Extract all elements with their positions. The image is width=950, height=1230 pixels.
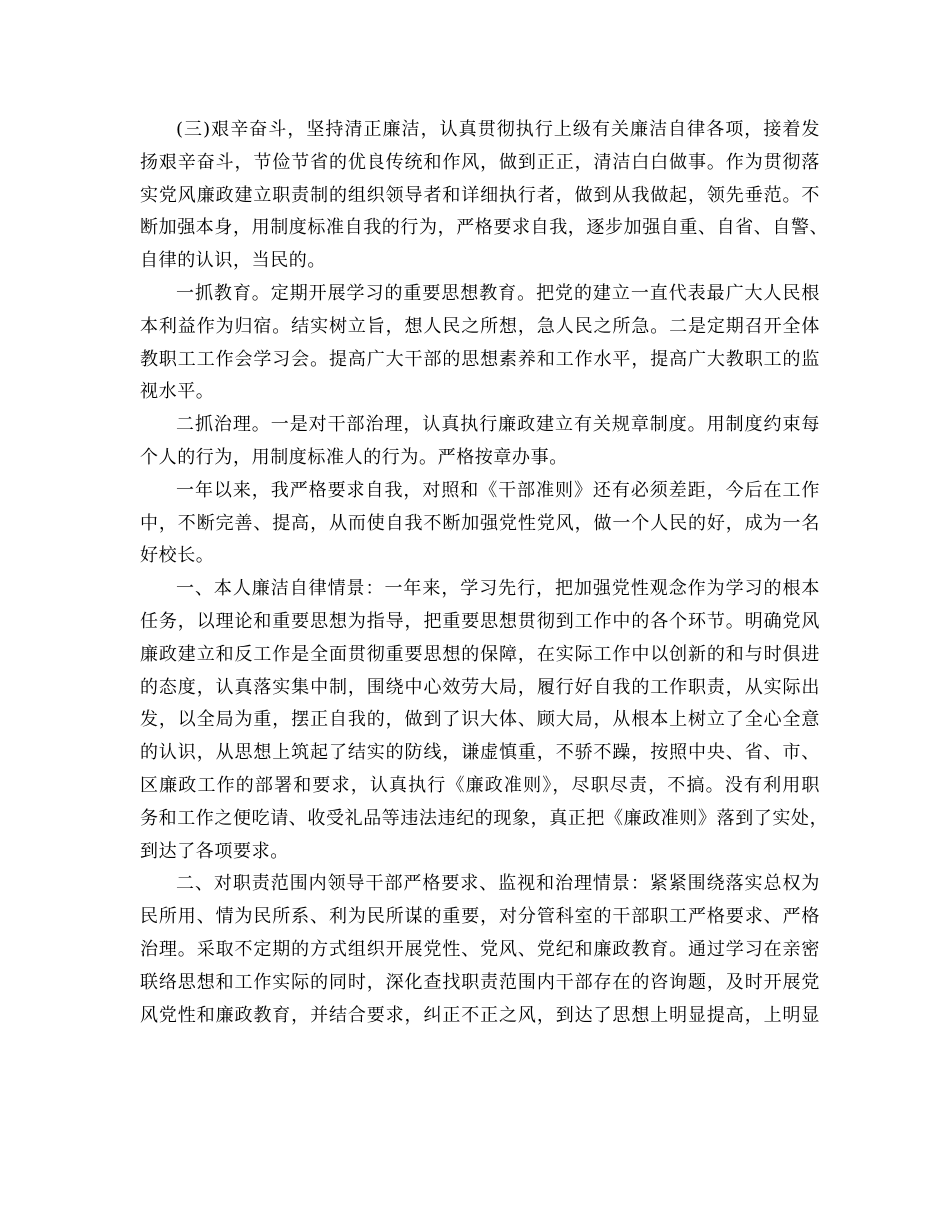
text-line: 联络思想和工作实际的同时，深化查找职责范围内干部存在的咨询题，及时开展党 (140, 971, 820, 993)
paragraph-6 (140, 868, 820, 1032)
text-line: 断加强本身，用制度标准自我的行为，严格要求自我，逐步加强自重、自省、自警、 (140, 217, 829, 239)
text-line: 的认识，从思想上筑起了结实的防线，谦虚慎重，不骄不躁，按照中央、省、市、 (140, 742, 820, 764)
text-line: 治理。采取不定期的方式组织开展党性、党风、党纪和廉政教育。通过学习在亲密 (140, 938, 820, 960)
document-body (140, 114, 829, 1032)
text-line: 到达了各项要求。 (140, 840, 289, 862)
text-line: 二抓治理。一是对干部治理，认真执行廉政建立有关规章制度。用制度约束每 (176, 414, 820, 436)
text-line: 民所用、情为民所系、利为民所谋的重要，对分管科室的干部职工严格要求、严格 (140, 906, 820, 928)
text-line: 廉政建立和反工作是全面贯彻重要思想的保障，在实际工作中以创新的和与时俱进 (140, 643, 820, 665)
text-line: 任务，以理论和重要思想为指导，把重要思想贯彻到工作中的各个环节。明确党风 (140, 610, 820, 632)
text-line: 扬艰辛奋斗，节俭节省的优良传统和作风，做到正正，清洁白白做事。作为贯彻落 (140, 151, 820, 173)
text-line: 本利益作为归宿。结实树立旨，想人民之所想，急人民之所急。二是定期召开全体 (140, 315, 820, 337)
text-line: 风党性和廉政教育，并结合要求，纠正不正之风，到达了思想上明显提高，上明显 (140, 1004, 820, 1026)
paragraph-2 (140, 278, 820, 409)
text-line: 好校长。 (140, 545, 215, 567)
paragraph-4 (140, 475, 820, 573)
paragraph-5 (140, 573, 829, 868)
text-line: 区廉政工作的部署和要求，认真执行《廉政准则》，尽职尽责，不搞。没有利用职 (140, 774, 820, 796)
text-line: (三)艰辛奋斗，坚持清正廉洁，认真贯彻执行上级有关廉洁自律各项，接着发 (176, 119, 820, 140)
text-line: 一抓教育。定期开展学习的重要思想教育。把党的建立一直代表最广大人民根 (176, 282, 820, 304)
text-line: 自律的认识，当民的。 (140, 250, 326, 272)
text-line: 发，以全局为重，摆正自我的，做到了识大体、顾大局，从根本上树立了全心全意 (140, 709, 820, 731)
text-line: 务和工作之便吃请、收受礼品等违法违纪的现象，真正把《廉政准则》落到了实处， (140, 807, 829, 829)
text-line: 视水平。 (140, 381, 215, 403)
text-line: 的态度，认真落实集中制，围绕中心效劳大局，履行好自我的工作职责，从实际出 (140, 676, 820, 698)
paragraph-3 (140, 409, 820, 475)
text-line: 实党风廉政建立职责制的组织领导者和详细执行者，做到从我做起，领先垂范。不 (140, 184, 820, 206)
text-line: 个人的行为，用制度标准人的行为。严格按章办事。 (140, 446, 568, 468)
text-line: 一、本人廉洁自律情景：一年来，学习先行，把加强党性观念作为学习的根本 (176, 578, 820, 600)
paragraph-1 (140, 114, 829, 278)
text-line: 一年以来，我严格要求自我，对照和《干部准则》还有必须差距，今后在工作 (176, 479, 820, 501)
text-line: 教职工工作会学习会。提高广大干部的思想素养和工作水平，提高广大教职工的监 (140, 348, 820, 370)
text-line: 二、对职责范围内领导干部严格要求、监视和治理情景：紧紧围绕落实总权为 (176, 873, 820, 895)
text-line: 中，不断完善、提高，从而使自我不断加强党性党风，做一个人民的好，成为一名 (140, 512, 820, 534)
